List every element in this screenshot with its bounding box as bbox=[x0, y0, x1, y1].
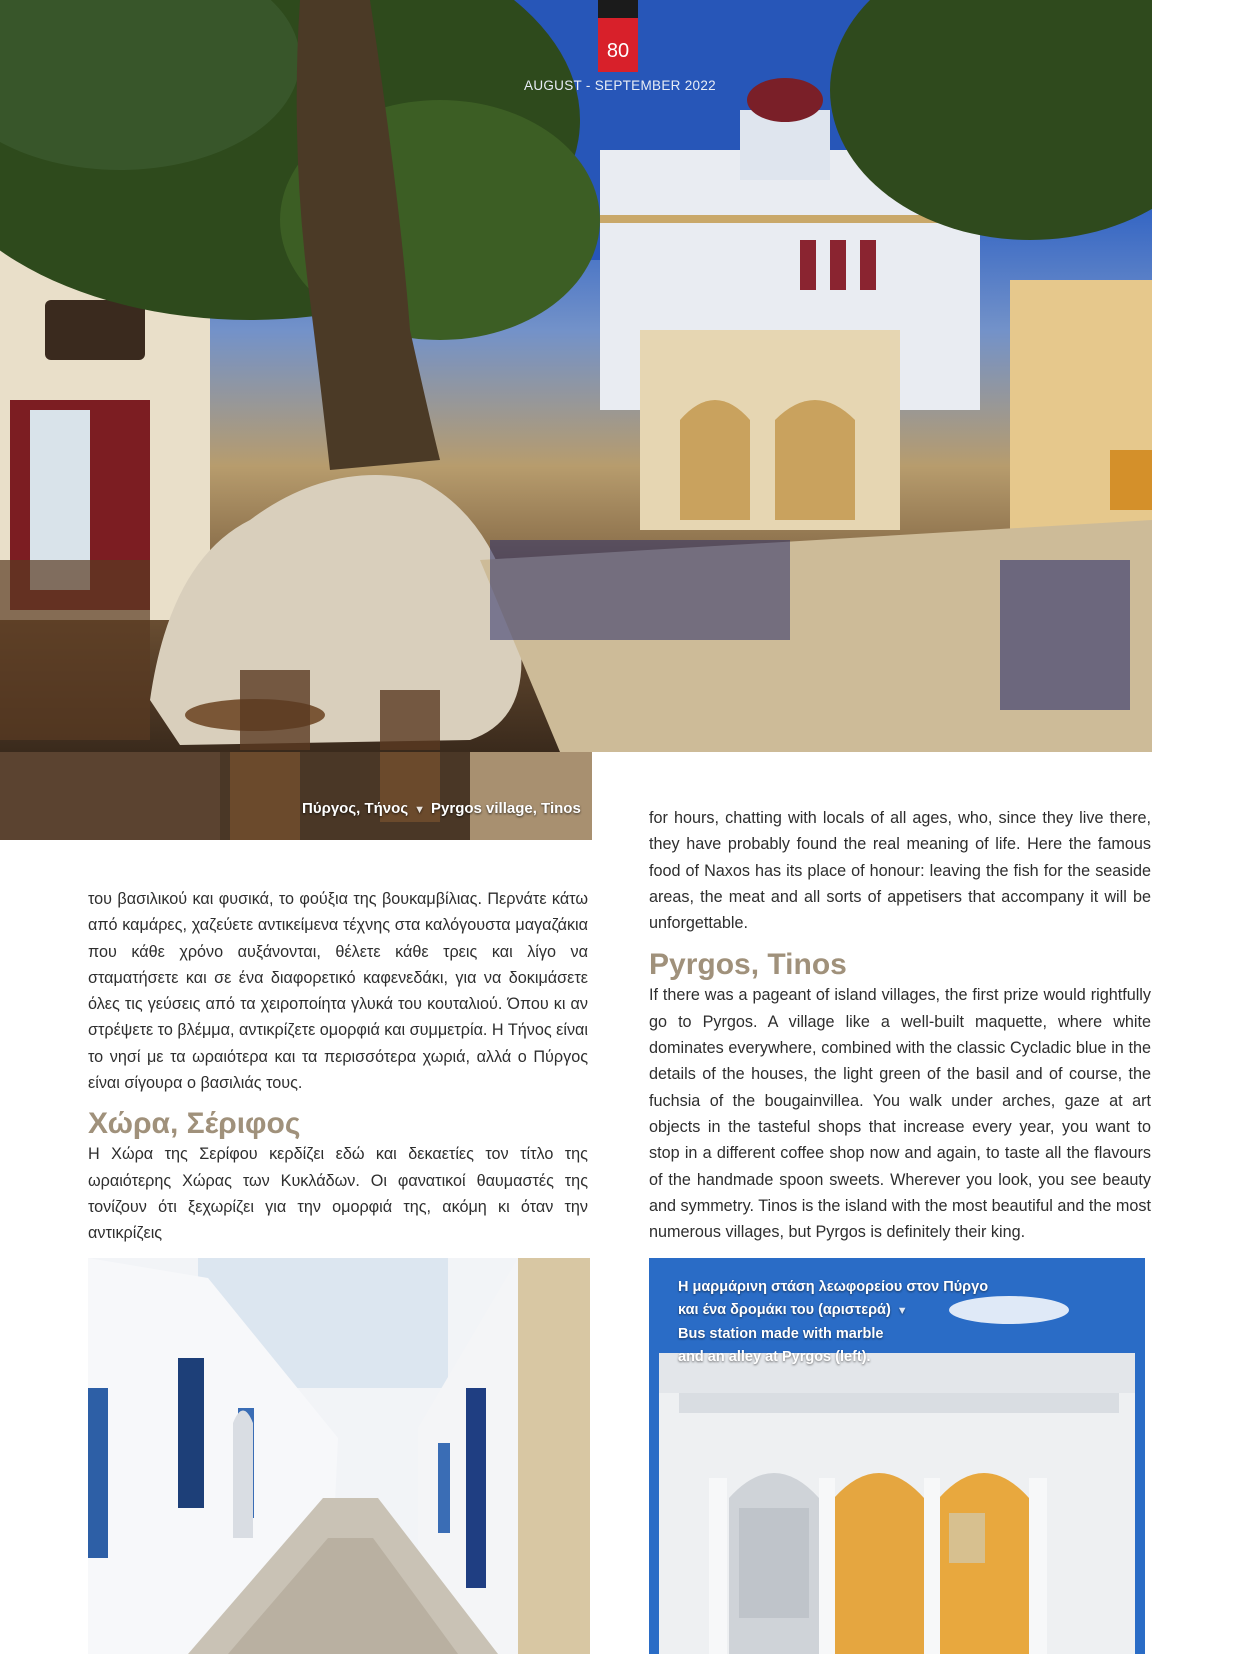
hero-photo-illustration bbox=[0, 0, 1152, 752]
hero-photo bbox=[0, 0, 1152, 752]
bus-station-caption-gr-2-row bbox=[678, 1299, 1018, 1323]
alley-photo bbox=[88, 1258, 590, 1654]
triangle-down-icon: ▼ bbox=[414, 804, 426, 816]
right-paragraph-1: for hours, chatting with locals of all ages, who, since they live there, they have probably found the real meaning of life. Here the famous food of Naxos has its place of honour: leaving the fish for the seaside areas, the meat and all sorts of appetisers that accompany it will be unforgettable. bbox=[649, 809, 1151, 933]
right-paragraph-2: If there was a pageant of island villages, the first prize would rightfully go to Pyrgos. A village like a well-built maquette, where white dominates everywhere, combined with the classic Cycladic blue in the details of the houses, the light green of the basil and of course, the fuchsia of the bougainvillea. You walk under arches, gaze at art objects in the tasteful shops that increase every year, you want to stop in a different coffee shop now and again, to taste all the flavours of the handmade spoon sweets. Wherever you look, you see beauty and symmetry. Tinos is the island with the most beautiful and the most numerous villages, but Pyrgos is definitely their king. bbox=[649, 986, 1151, 1242]
hero-photo-bottom-strip bbox=[0, 752, 592, 840]
bus-station-caption-gr-2: και ένα δρομάκι του (αριστερά) bbox=[678, 1302, 891, 1318]
hero-caption bbox=[302, 800, 581, 817]
bus-station-caption bbox=[678, 1276, 1018, 1369]
triangle-down-icon: ▼ bbox=[896, 1305, 908, 1317]
alley-photo-illustration bbox=[88, 1258, 590, 1654]
left-paragraph-2: Η Χώρα της Σερίφου κερδίζει εδώ και δεκαετίες τον τίτλο της ωραιότερης Χώρας των Κυκλάδων. Οι φανατικοί θαυμαστές της τονίζουν ότι ξεχωρίζει για την ομορφιά της, ακόμη κι όταν την αντικρίζεις bbox=[88, 1145, 588, 1243]
bus-station-caption-gr-1: Η μαρμάρινη στάση λεωφορείου στον Πύργο bbox=[678, 1279, 989, 1295]
page-number: 80 bbox=[606, 40, 630, 62]
left-column bbox=[88, 886, 588, 1247]
page-tab-cap bbox=[598, 0, 638, 18]
left-paragraph-1: του βασιλικού και φυσικά, το φούξια της βουκαμβίλιας. Περνάτε κάτω από καμάρες, χαζεύετε αντικείμενα τέχνης στα καλόγουστα μαγαζάκια που κάθε χρόνο αυξάνονται, θέλετε κάθε τρεις και λίγο να σταματήσετε και σε ένα διαφορετικό καφενεδάκι, για να δοκιμάσετε όλες τις γεύσεις από τα χειροποίητα γλυκά του κουταλιού. Όπου κι αν στρέψετε το βλέμμα, αντικρίζετε ομορφιά και συμμετρία. Η Τήνος είναι το νησί με τα ωραιότερα και τα περισσότερα χωριά, αλλά ο Πύργος είναι σίγουρα ο βασιλιάς τους. bbox=[88, 890, 588, 1093]
bus-station-caption-en-2: and an alley at Pyrgos (left). bbox=[678, 1349, 871, 1365]
section-heading-serifos: Χώρα, Σέριφος bbox=[88, 1107, 301, 1141]
hero-caption-english: Pyrgos village, Tinos bbox=[431, 800, 581, 817]
right-column bbox=[649, 805, 1151, 1245]
section-heading-pyrgos: Pyrgos, Tinos bbox=[649, 948, 847, 982]
bus-station-caption-en-1: Bus station made with marble bbox=[678, 1326, 884, 1342]
hero-caption-greek: Πύργος, Τήνος bbox=[302, 800, 409, 817]
issue-date: AUGUST - SEPTEMBER 2022 bbox=[524, 78, 716, 93]
hero-photo-bottom-illustration bbox=[0, 752, 592, 840]
